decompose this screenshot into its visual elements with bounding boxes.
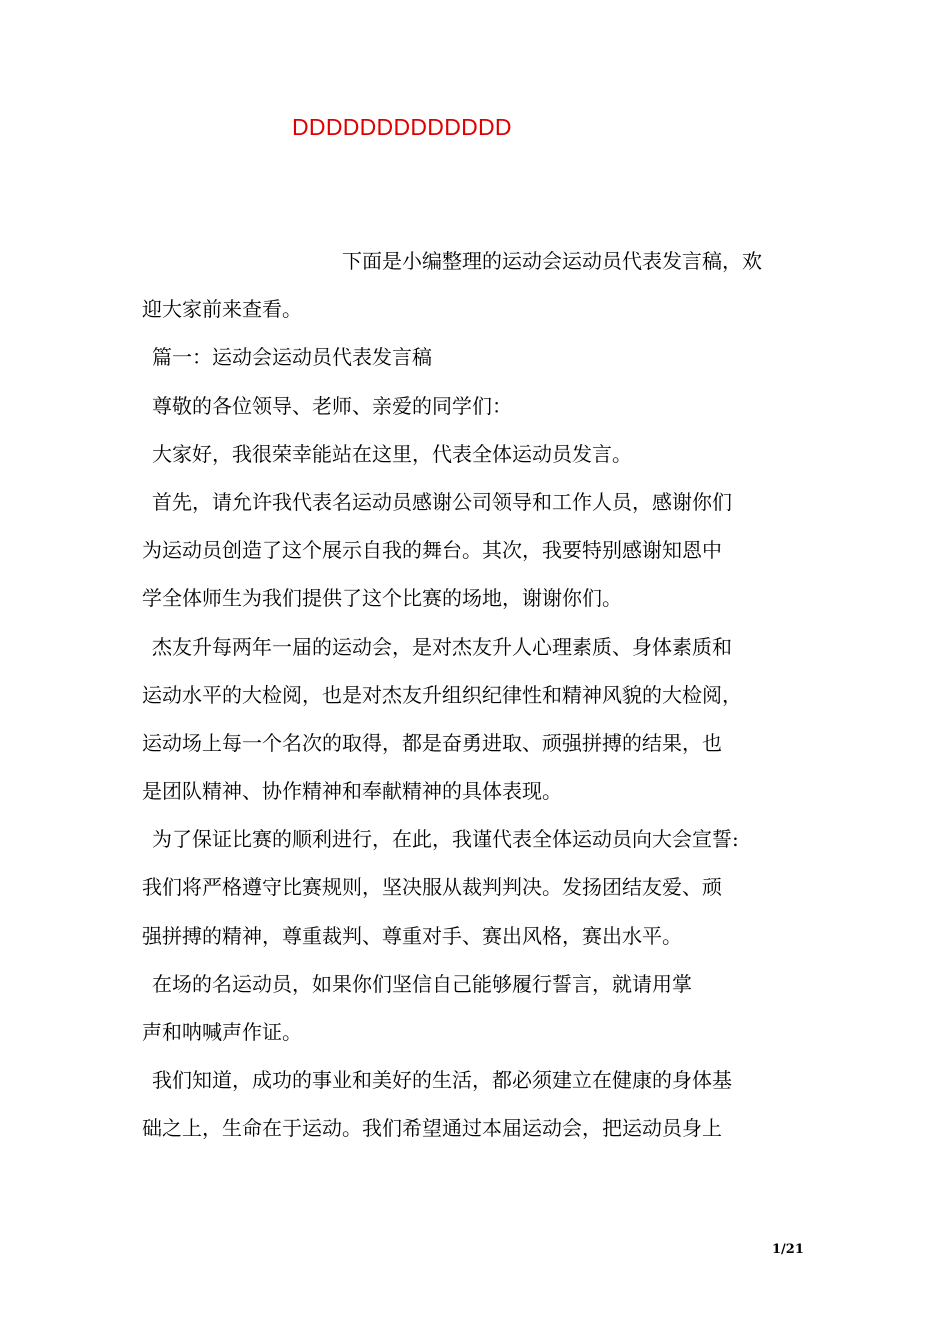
text-line: 学全体师生为我们提供了这个比赛的场地，谢谢你们。 — [142, 586, 622, 611]
document-title: DDDDDDDDDDDDD — [292, 114, 512, 140]
text-line: 为运动员创造了这个展示自我的舞台。其次，我要特别感谢知恩中 — [142, 538, 722, 563]
salutation: 尊敬的各位领导、老师、亲爱的同学们： — [152, 393, 512, 418]
text-line: 强拼搏的精神，尊重裁判、尊重对手、赛出风格，赛出水平。 — [142, 923, 682, 948]
text-line: 迎大家前来查看。 — [142, 297, 302, 322]
text-line: 为了保证比赛的顺利进行，在此，我谨代表全体运动员向大会宣誓: — [152, 827, 739, 852]
text-line: 杰友升每两年一届的运动会，是对杰友升人心理素质、身体素质和 — [152, 634, 732, 659]
text-line: 是团队精神、协作精神和奉献精神的具体表现。 — [142, 779, 562, 804]
text-line: 声和呐喊声作证。 — [142, 1020, 302, 1044]
text-line: 在场的名运动员，如果你们坚信自己能够履行誓言，就请用掌 — [152, 971, 692, 996]
text-line: 我们知道，成功的事业和美好的生活，都必须建立在健康的身体基 — [152, 1068, 732, 1093]
document-body — [142, 237, 810, 1153]
text-line: 下面是小编整理的运动会运动员代表发言稿，欢 — [342, 249, 762, 273]
text-line: 础之上，生命在于运动。我们希望通过本届运动会，把运动员身上 — [142, 1116, 722, 1141]
section-heading: 篇一：运动会运动员代表发言稿 — [152, 345, 432, 370]
page-number: 1/21 — [772, 1242, 804, 1257]
text-line: 大家好，我很荣幸能站在这里，代表全体运动员发言。 — [152, 441, 632, 466]
text-line: 运动水平的大检阅，也是对杰友升组织纪律性和精神风貌的大检阅， — [142, 682, 742, 707]
text-line: 运动场上每一个名次的取得，都是奋勇进取、顽强拼搏的结果，也 — [142, 730, 722, 755]
text-line: 我们将严格遵守比赛规则，坚决服从裁判判决。发扬团结友爱、顽 — [142, 875, 722, 900]
text-line: 首先，请允许我代表名运动员感谢公司领导和工作人员，感谢你们 — [152, 489, 732, 514]
